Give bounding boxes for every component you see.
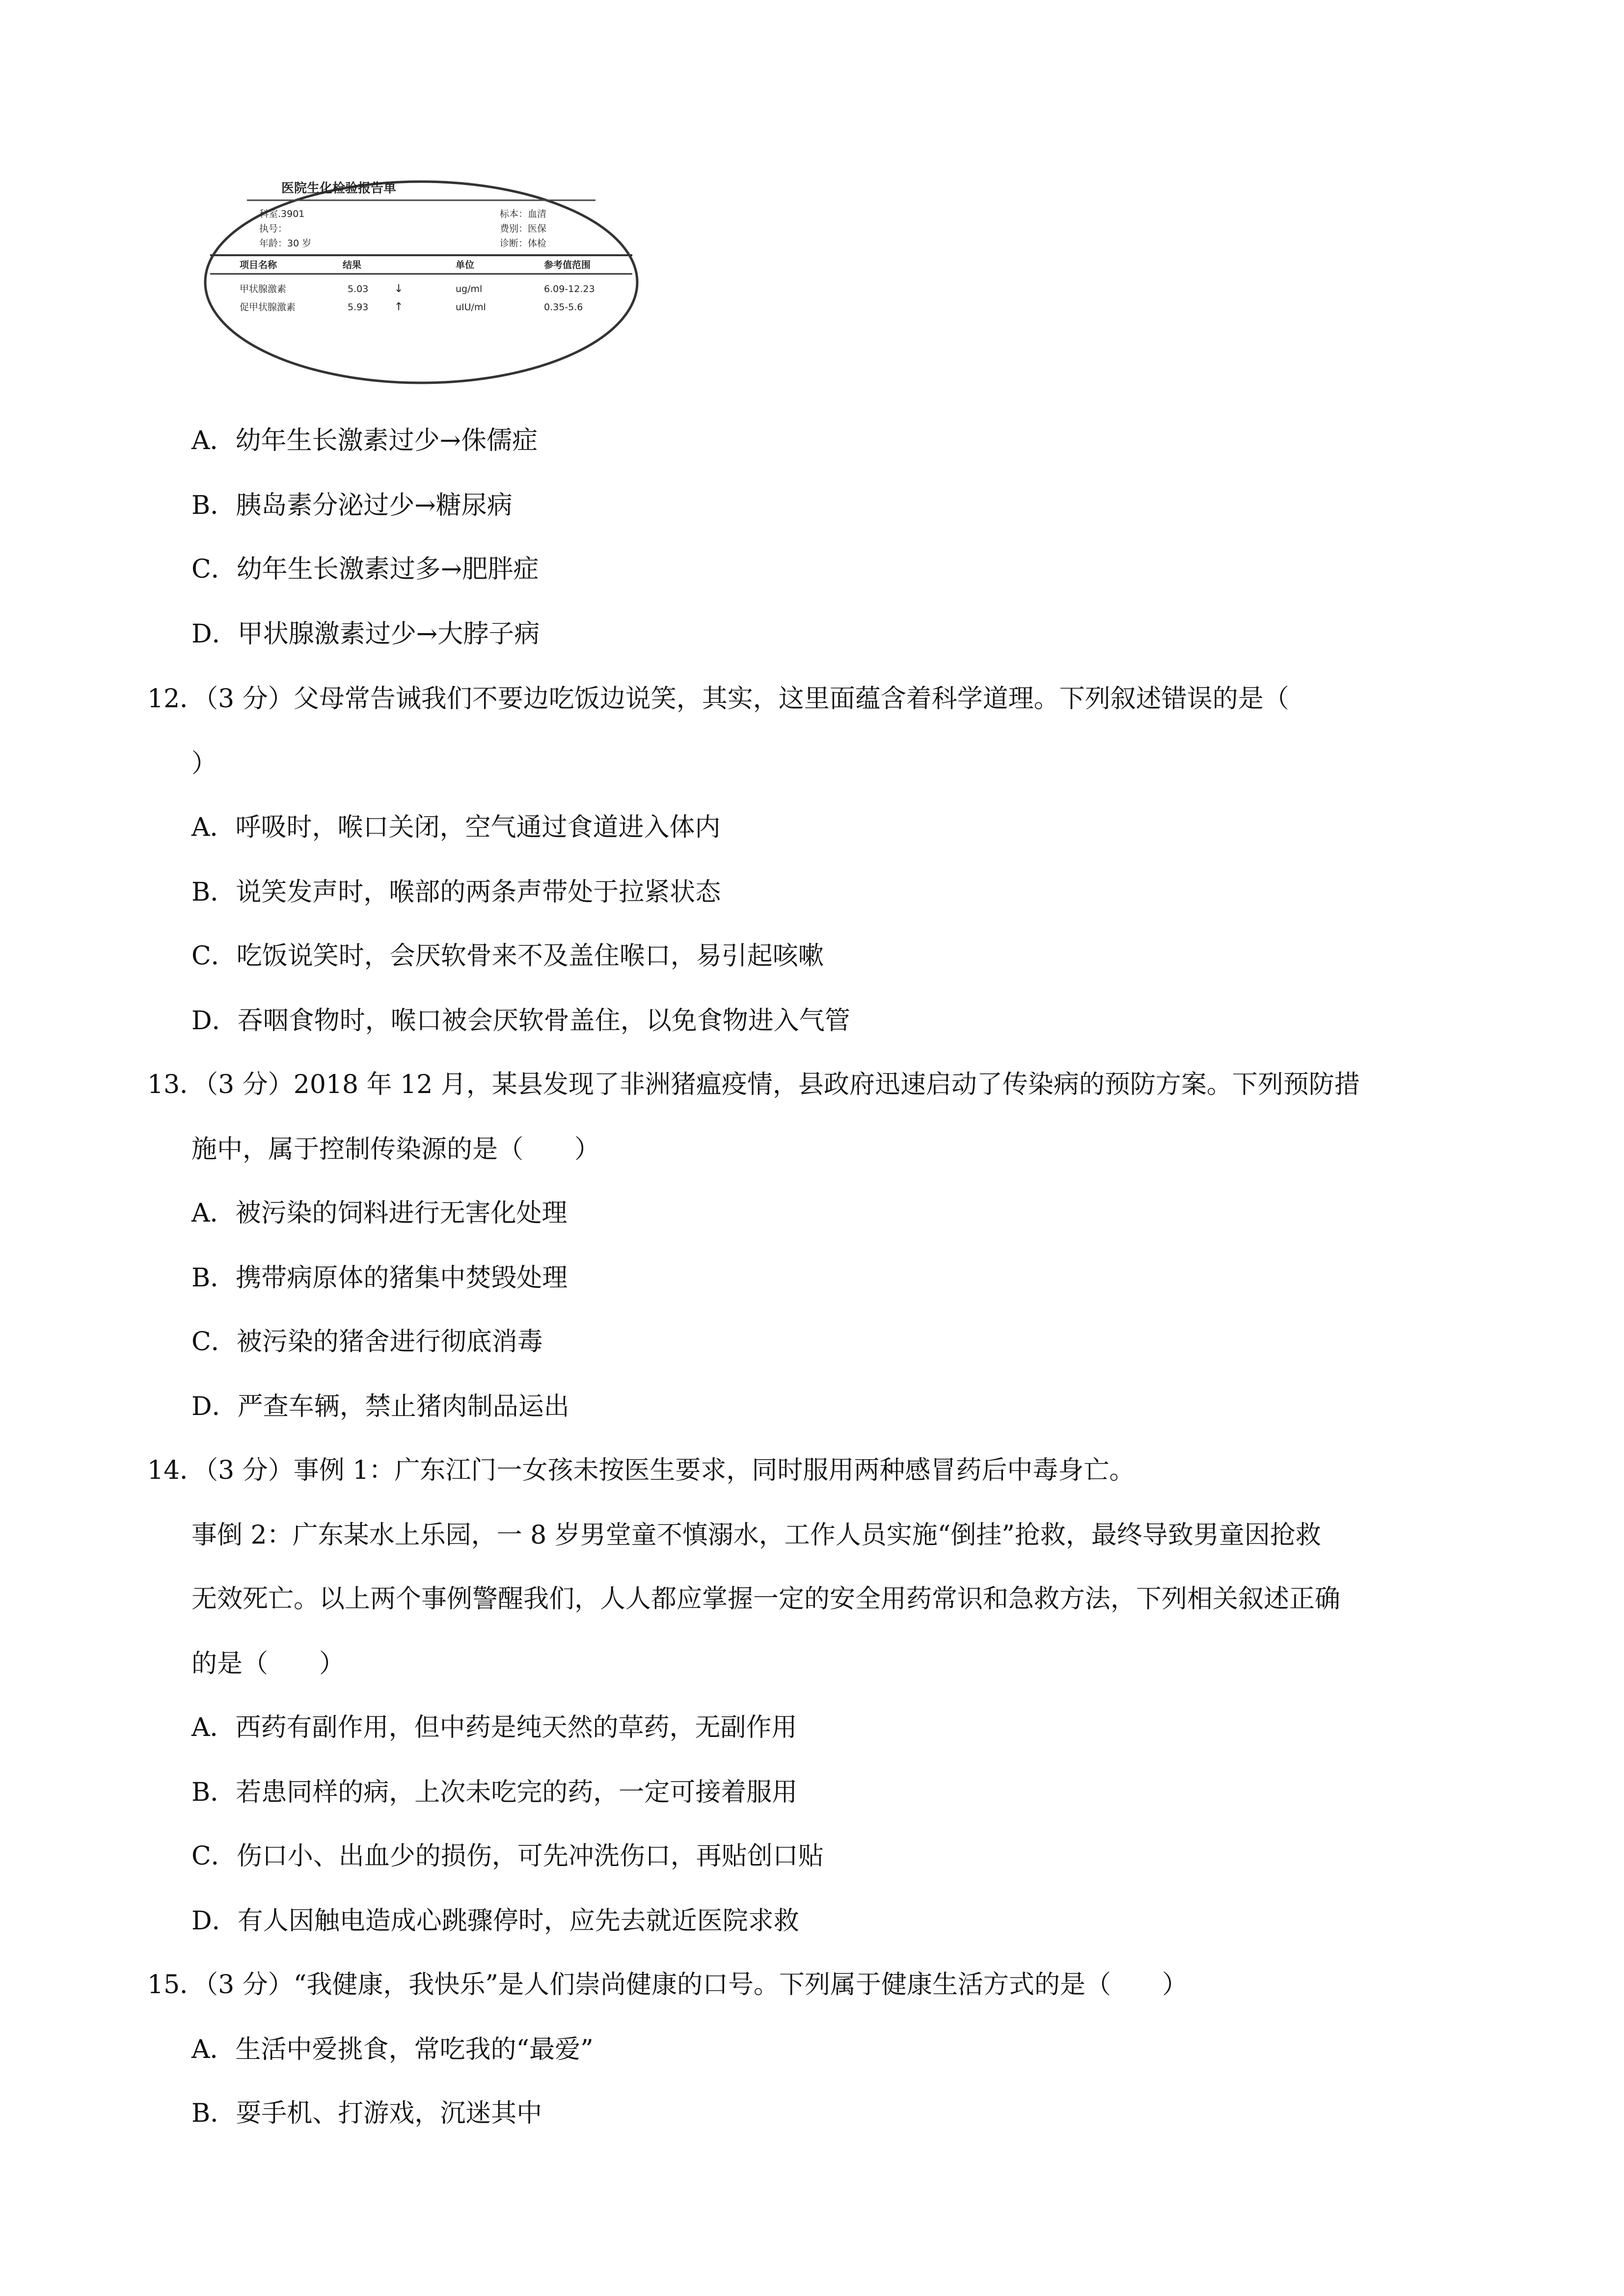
report-age: 年龄：30 岁 xyxy=(259,238,312,249)
report-row2-unit: uIU/ml xyxy=(456,302,486,313)
report-title: 医院生化检验报告单 xyxy=(281,181,397,196)
q13-stem-line1: 13．（3 分）2018 年 12 月，某县发现了非洲猪瘟疫情，县政府迅速启动了传染病的预防方案。下列预防措 xyxy=(147,1070,1360,1099)
report-diagnosis: 诊断：体检 xyxy=(500,238,547,249)
report-row2-arrow: ↑ xyxy=(394,301,404,313)
lab-report-svg xyxy=(200,177,642,388)
q12-stem-line2: ） xyxy=(191,749,217,778)
report-row1-arrow: ↓ xyxy=(394,283,404,295)
q14-stem-line1: 14．（3 分）事例 1：广东江门一女孩未按医生要求，同时服用两种感冒药后中毒身亡。 xyxy=(147,1456,1135,1485)
q14-option-d: D．有人因触电造成心跳骤停时，应先去就近医院求救 xyxy=(191,1906,799,1936)
q13-option-d: D．严查车辆，禁止猪肉制品运出 xyxy=(191,1392,569,1421)
q15-option-a: A．生活中爱挑食，常吃我的“最爱” xyxy=(191,2035,594,2064)
q14-stem-line3: 无效死亡。以上两个事例警醒我们，人人都应掌握一定的安全用药常识和急救方法，下列相关叙述正确 xyxy=(191,1584,1341,1614)
q11-option-b: B．胰岛素分泌过少→糖尿病 xyxy=(191,491,513,520)
report-dept: 科室.3901 xyxy=(259,209,305,219)
q12-option-a: A．呼吸时，喉口关闭，空气通过食道进入体内 xyxy=(191,813,721,842)
report-sample: 标本：血清 xyxy=(500,209,547,219)
q13-stem-line2: 施中，属于控制传染源的是（ ） xyxy=(191,1135,600,1164)
q13-option-c: C．被污染的猪舍进行彻底消毒 xyxy=(191,1327,543,1357)
report-row1-name: 甲状腺激素 xyxy=(240,284,287,294)
q12-option-b: B．说笑发声时，喉部的两条声带处于拉紧状态 xyxy=(191,878,721,907)
report-row1-range: 6.09-12.23 xyxy=(544,284,595,294)
report-row2-range: 0.35-5.6 xyxy=(544,302,583,313)
q14-stem-line4: 的是（ ） xyxy=(191,1649,345,1679)
q14-option-a: A．西药有副作用，但中药是纯天然的草药，无副作用 xyxy=(191,1713,797,1742)
q14-option-b: B．若患同样的病，上次未吃完的药，一定可接着服用 xyxy=(191,1778,798,1807)
q13-option-b: B．携带病原体的猪集中焚毁处理 xyxy=(191,1263,568,1293)
q12-option-c: C．吃饭说笑时，会厌软骨来不及盖住喉口，易引起咳嗽 xyxy=(191,941,824,971)
q14-option-c: C．伤口小、出血少的损伤，可先冲洗伤口，再贴创口贴 xyxy=(191,1842,824,1871)
q12-option-d: D．吞咽食物时，喉口被会厌软骨盖住，以免食物进入气管 xyxy=(191,1006,850,1036)
q15-option-b: B．耍手机、打游戏，沉迷其中 xyxy=(191,2099,542,2128)
q11-option-c: C．幼年生长激素过多→肥胖症 xyxy=(191,555,539,584)
report-row2-name: 促甲状腺激素 xyxy=(240,302,296,313)
q14-stem-line2: 事倒 2：广东某水上乐园，一 8 岁男堂童不慎溺水，工作人员实施“倒挂”抢救，最终导致男童因抢救 xyxy=(191,1521,1321,1550)
q11-option-a: A．幼年生长激素过少→侏儒症 xyxy=(191,426,538,455)
report-row2-result: 5.93 xyxy=(348,302,369,313)
report-fee: 费别：医保 xyxy=(500,223,547,234)
report-col-range: 参考值范围 xyxy=(544,260,591,270)
report-row1-unit: ug/ml xyxy=(456,284,483,294)
q12-stem-line1: 12．（3 分）父母常告诫我们不要边吃饭边说笑，其实，这里面蕴含着科学道理。下列叙述错误的是（ xyxy=(147,684,1289,714)
report-col-name: 项目名称 xyxy=(240,260,277,270)
q13-option-a: A．被污染的饲料进行无害化处理 xyxy=(191,1199,568,1228)
report-col-result: 结果 xyxy=(343,260,362,270)
q15-stem-line1: 15．（3 分）“我健康，我快乐”是人们崇尚健康的口号。下列属于健康生活方式的是（ ） xyxy=(147,1970,1188,2000)
lab-report-figure xyxy=(200,177,642,388)
report-number: 执号： xyxy=(259,223,288,234)
report-col-unit: 单位 xyxy=(456,260,475,270)
q11-option-d: D．甲状腺激素过少→大脖子病 xyxy=(191,619,540,649)
report-row1-result: 5.03 xyxy=(348,284,369,294)
